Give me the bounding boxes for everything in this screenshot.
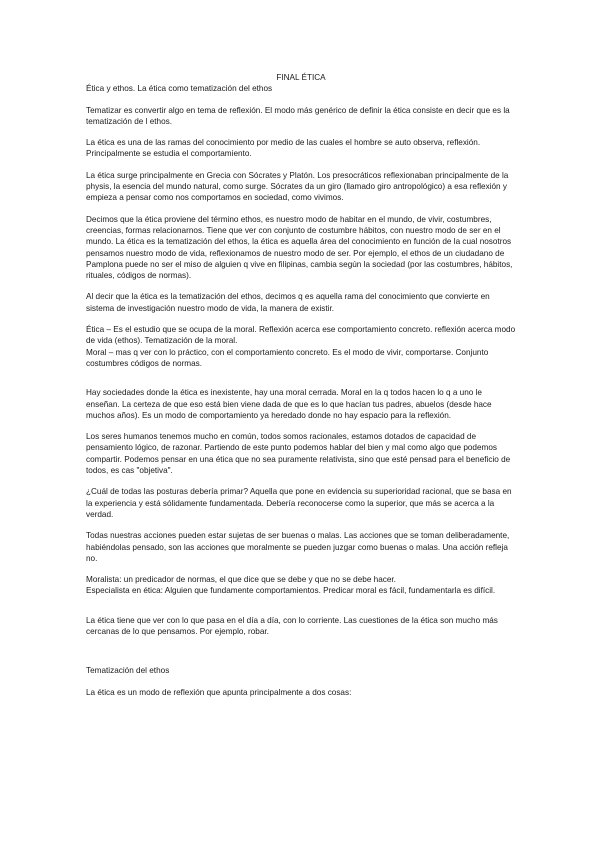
paragraph: La ética es un modo de reflexión que apunta principalmente a dos cosas: xyxy=(86,687,352,697)
section-heading: Ética y ethos. La ética como tematización del ethos xyxy=(86,84,273,94)
paragraph: Todas nuestras acciones pueden estar sujetas de ser buenas o malas. Las acciones que se toman deliberadamente, habiéndolas pensado, son las acciones que moralmente se pueden juzgar como buenas o malas. Una acción refleja no. xyxy=(86,531,510,563)
paragraph: Al decir que la ética es la tematización del ethos, decimos q es aquella rama del conocimiento que convierte en sistema de investigación nuestro modo de vida, la manera de existir. xyxy=(86,292,490,313)
paragraph: Los seres humanos tenemos mucho en común, todos somos racionales, estamos dotados de capacidad de pensamiento lógico, de razonar. Partiendo de este punto podemos hablar del bien y mal como algo que podemos compartir. Podemos pensar en una ética que no sea puramente relativista, sino que esté pensad para el beneficio de todos, es cas "objetiva". xyxy=(86,432,511,476)
paragraph: Ética – Es el estudio que se ocupa de la moral. Reflexión acerca ese comportamiento concreto. reflexión acerca modo de vida (ethos). Tematización de la moral. xyxy=(86,325,516,346)
paragraph: Hay sociedades donde la ética es inexistente, hay una moral cerrada. Moral en la q todos hacen lo q a uno le enseñan. La certeza de que eso está bien viene dada de que es lo que hacían tus padres, abuelos (desde hace muchos años). Es un modo de comportamiento ya heredado donde no hay espacio para la reflexión. xyxy=(86,388,492,420)
paragraph: Decimos que la ética proviene del término ethos, es nuestro modo de habitar en el mundo, de vivir, costumbres, creencias, formas relacionarnos. Tiene que ver con conjunto de costumbre hábitos, con nuestro modo de ser en el mundo. La ética es la tematización del ethos, la ética es aquella área del conocimiento en función de la cual nosotros pensamos nuestro modo de vida, reflexionamos de nuestro modo de ser. Por ejemplo, el ethos de un ciudadano de Pamplona puede no ser el miso de alguien q vive en filipinas, cambia según la sociedad (por las costumbres, hábitos, rituales, códigos de normas). xyxy=(86,214,513,281)
paragraph: Tematizar es convertir algo en tema de reflexión. El modo más genérico de definir la ética consiste en decir que es la tematización de l ethos. xyxy=(86,105,510,126)
section-heading: Tematización del ethos xyxy=(86,666,170,676)
paragraph: La ética surge principalmente en Grecia con Sócrates y Platón. Los presocráticos reflexionaban principalmente de la physis, la esencia del mundo natural, como surge. Sócrates da un giro (llamado giro antropológico) a esa reflexión y empieza a pensar como nos comportamos en sociedad, como vivimos. xyxy=(86,170,509,203)
paragraph: ¿Cuál de todas las posturas debería primar? Aquella que pone en evidencia su superioridad racional, que se basa en la experiencia y está sólidamente fundamentada. Debería reconocerse como la superior, que más se acerca a la verdad. xyxy=(86,487,512,519)
paragraph: Especialista en ética: Alguien que fundamente comportamientos. Predicar moral es fácil, fundamentarla es difícil. xyxy=(86,586,496,596)
paragraph: Moralista: un predicador de normas, el que dice que se debe y que no se debe hacer. xyxy=(86,575,396,585)
document-title: FINAL ÉTICA xyxy=(276,73,326,82)
paragraph: La ética tiene que ver con lo que pasa en el día a día, con lo corriente. Las cuestiones de la ética son mucho más cercanas de lo que pensamos. Por ejemplo, robar. xyxy=(86,615,498,636)
document-body xyxy=(86,72,516,698)
paragraph: La ética es una de las ramas del conocimiento por medio de las cuales el hombre se auto observa, reflexión. Principalmente se estudia el comportamiento. xyxy=(86,138,481,159)
paragraph: Moral – mas q ver con lo práctico, con el comportamiento concreto. Es el modo de vivir, comportarse. Conjunto costumbres códigos de normas. xyxy=(86,347,489,368)
